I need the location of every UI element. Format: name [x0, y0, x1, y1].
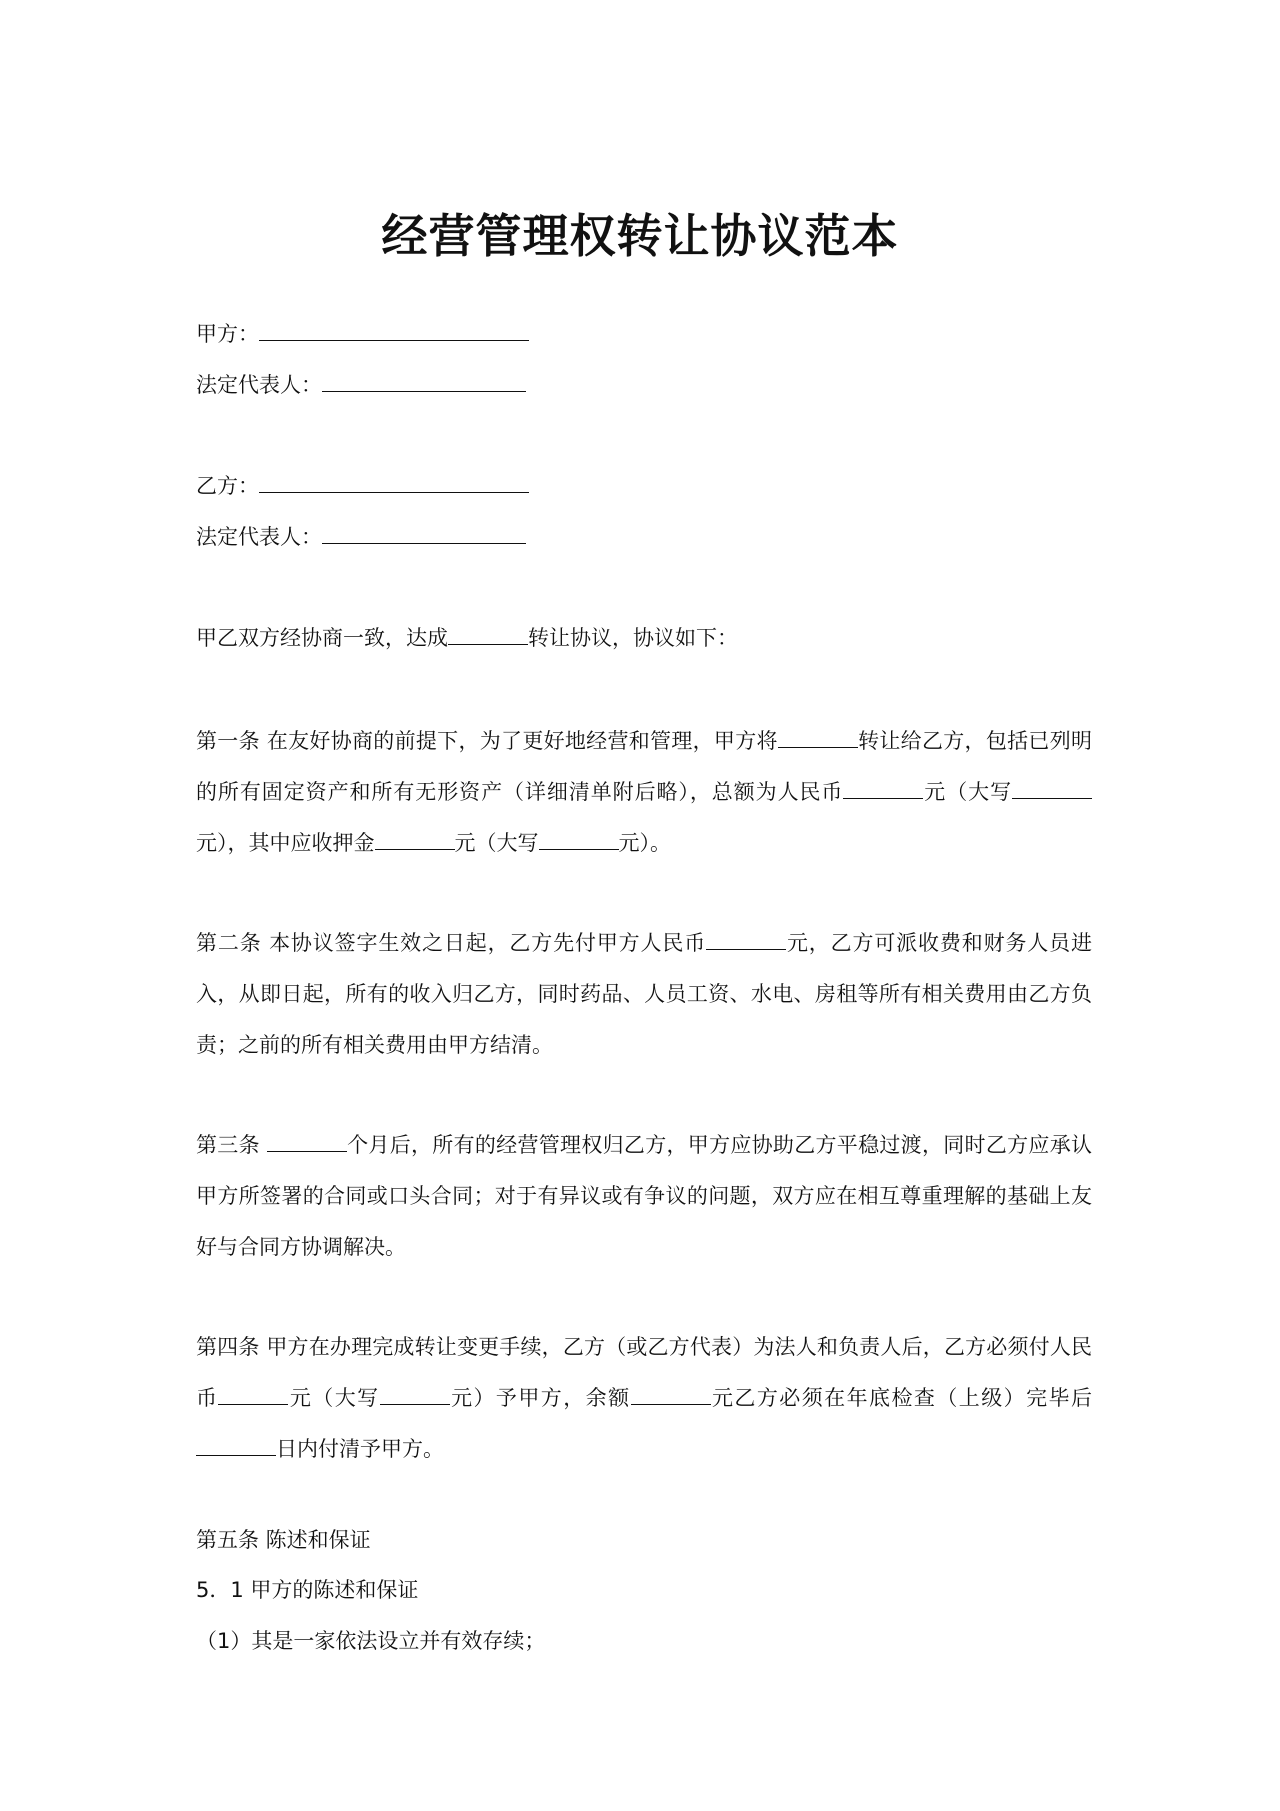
article-4-text-3: 元）予甲方，余额: [449, 1386, 631, 1410]
party-a-rep-line: [196, 369, 526, 400]
party-a-rep-blank[interactable]: [322, 369, 526, 392]
party-b-rep-line: [196, 521, 526, 552]
intro-line: [196, 622, 738, 653]
article-1-text-5: 元（大写: [454, 831, 539, 855]
article-1-text-2: 转让给乙方，包括已列明的所有固定资产和所有无形资产（详细清单附后略），总额为人民币: [196, 729, 1092, 804]
party-a-blank[interactable]: [259, 318, 529, 341]
article-1-blank-3[interactable]: [1012, 776, 1092, 799]
intro-before: 甲乙双方经协商一致，达成: [196, 626, 448, 650]
party-a-rep-label: 法定代表人：: [196, 373, 322, 397]
article-5-heading: 第五条 陈述和保证: [196, 1528, 371, 1552]
article-1-text-4: 元），其中应收押金: [196, 831, 375, 855]
article-3-text-2: 个月后，所有的经营管理权归乙方，甲方应协助乙方平稳过渡，同时乙方应承认甲方所签署的合同或口头合同；对于有异议或有争议的问题，双方应在相互尊重理解的基础上友好与合同方协调解决。: [196, 1133, 1092, 1259]
intro-blank[interactable]: [448, 622, 528, 645]
party-b-rep-label: 法定代表人：: [196, 525, 322, 549]
article-4-blank-2[interactable]: [380, 1382, 450, 1405]
article-4-text-2: 元（大写: [288, 1386, 380, 1410]
article-4-blank-4[interactable]: [196, 1433, 276, 1456]
article-4: [196, 1322, 1092, 1475]
article-1-text-3: 元（大写: [923, 780, 1013, 804]
article-2-blank-1[interactable]: [706, 927, 786, 950]
article-1-blank-4[interactable]: [375, 827, 455, 850]
article-3-blank-1[interactable]: [267, 1129, 347, 1152]
article-4-blank-1[interactable]: [218, 1382, 288, 1405]
article-1-blank-5[interactable]: [539, 827, 619, 850]
document-title: 经营管理权转让协议范本: [381, 209, 899, 263]
article-5-sub-heading: 5．1 甲方的陈述和保证: [196, 1578, 419, 1602]
party-a-label: 甲方：: [196, 322, 259, 346]
intro-after: 转让协议，协议如下：: [528, 626, 738, 650]
article-5-item-1: （1）其是一家依法设立并有效存续；: [196, 1629, 546, 1653]
article-1-blank-1[interactable]: [778, 725, 858, 748]
article-2-text-1: 第二条 本协议签字生效之日起，乙方先付甲方人民币: [196, 931, 707, 955]
party-b-rep-blank[interactable]: [322, 521, 526, 544]
article-2: [196, 918, 1092, 1071]
article-3: [196, 1120, 1092, 1273]
party-b-blank[interactable]: [259, 470, 529, 493]
article-4-text-1: 第四条 甲方在办理完成转让变更手续，乙方（或乙方代表）为法人和负责人后，乙方必须付人民币: [196, 1335, 1092, 1410]
article-1-text-1: 第一条 在友好协商的前提下，为了更好地经营和管理，甲方将: [196, 729, 778, 753]
article-4-text-4: 元乙方必须在年底检查（上级）完毕后: [710, 1386, 1092, 1410]
party-a-line: [196, 318, 529, 349]
party-b-line: [196, 470, 529, 501]
article-1: [196, 716, 1092, 869]
party-b-label: 乙方：: [196, 474, 259, 498]
article-4-text-5: 日内付清予甲方。: [276, 1437, 444, 1461]
article-4-blank-3[interactable]: [631, 1382, 711, 1405]
article-1-text-6: 元）。: [618, 831, 671, 855]
article-2-text-2: 元，乙方可派收费和财务人员进入，从即日起，所有的收入归乙方，同时药品、人员工资、水电、房租等所有相关费用由乙方负责；之前的所有相关费用由甲方结清。: [196, 931, 1092, 1057]
article-1-blank-2[interactable]: [843, 776, 923, 799]
article-3-text-1: 第三条: [196, 1133, 267, 1157]
